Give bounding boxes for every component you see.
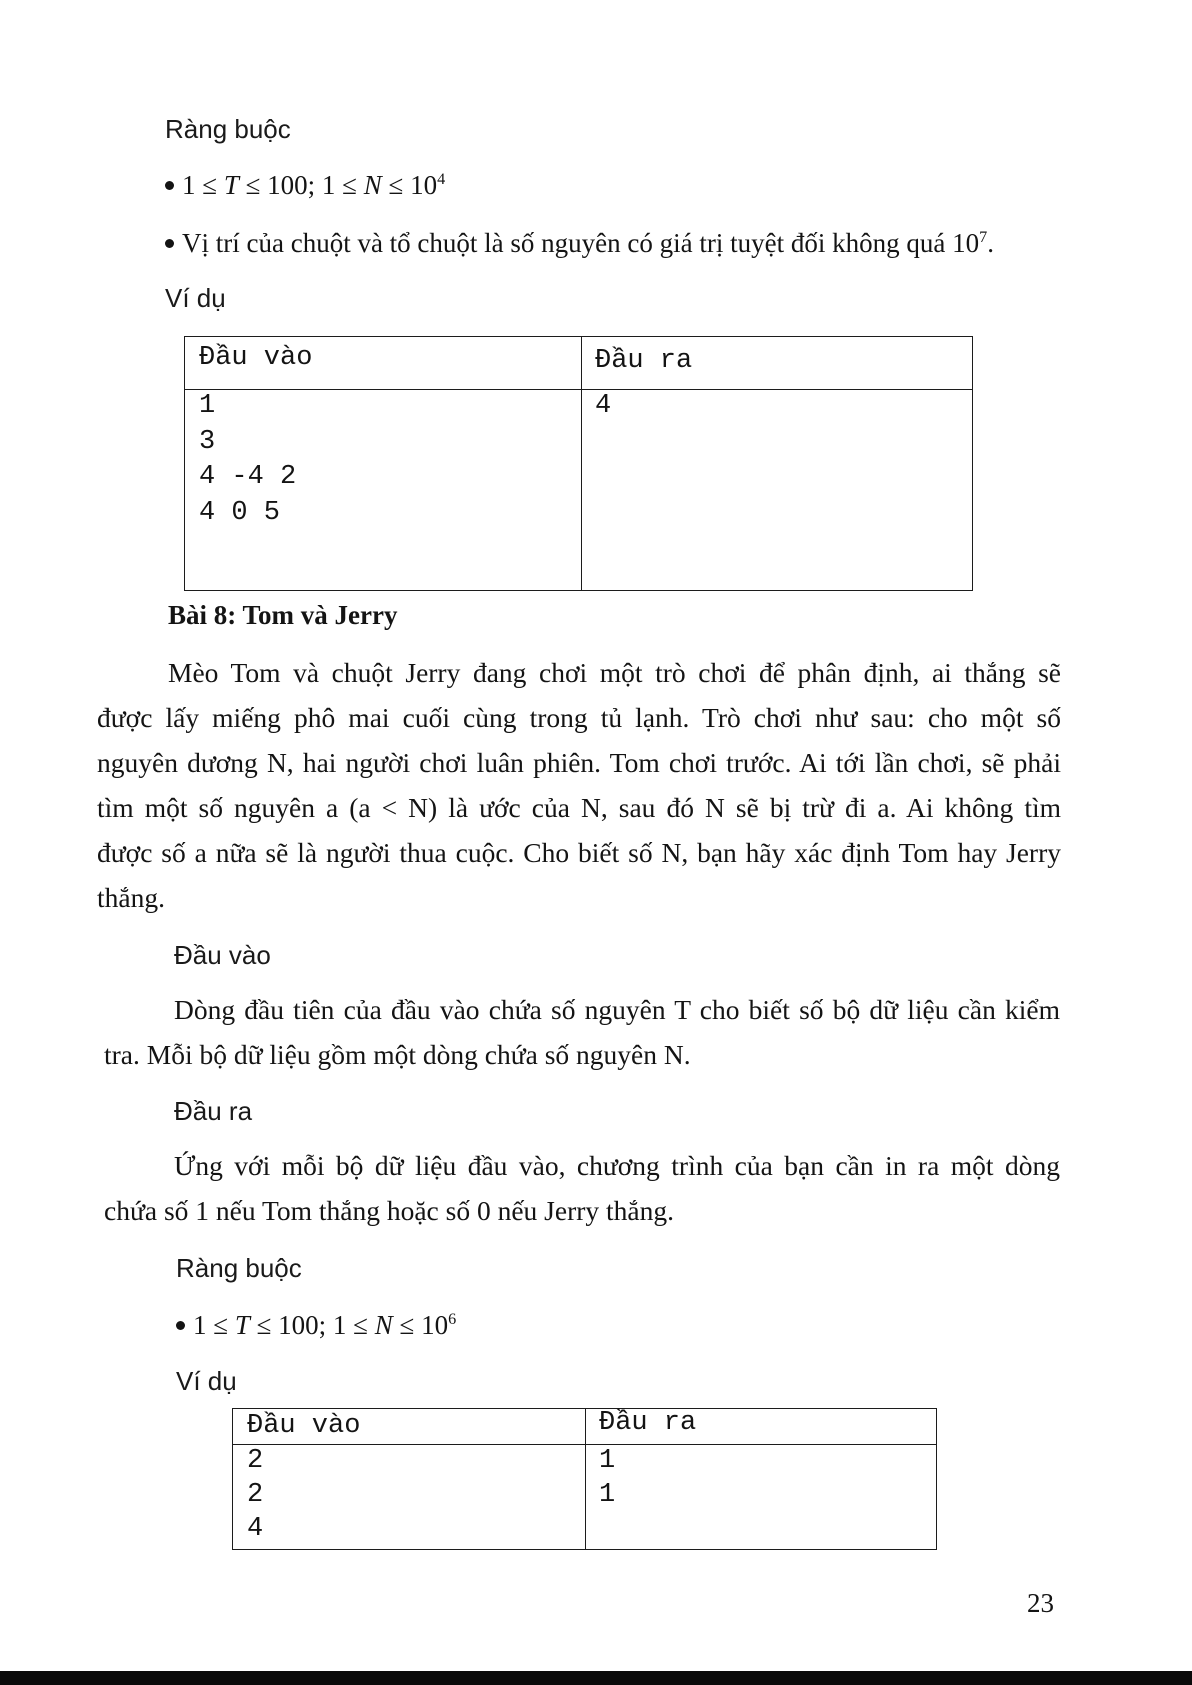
constraint-item: 1 ≤ T ≤ 100; $1 \le N \le 10^4$ (165, 170, 445, 201)
table-column-divider (581, 337, 582, 590)
input-values (247, 1444, 263, 1546)
page-number: 23 (1027, 1588, 1054, 1618)
table-column-divider (585, 1409, 586, 1549)
list-item: 4 0 5 (199, 497, 281, 528)
list-item: 4 (247, 1514, 264, 1544)
bullet-icon (176, 1321, 185, 1330)
input-heading: Đầu vào (174, 940, 271, 970)
example-table (232, 1408, 937, 1550)
bullet-icon (165, 239, 174, 248)
input-header: Đầu vào (199, 343, 313, 373)
example-table (184, 336, 973, 591)
list-item: 4 (595, 391, 612, 421)
problem-intro: Mèo Tom và chuột Jerry đang chơi một trò chơi để phân định, ai thắng sẽ được lấy miếng phô mai cuối cùng trong tủ lạnh. Trò chơi như sau: cho một số nguyên dương N, hai người chơi luân phiên. Tom chơi trước. Ai tới lần chơi, sẽ phải tìm một số nguyên a (a < N) là ước của N, sau đó N sẽ bị trừ đi a. Ai không tìm được số a nữa sẽ là người thua cuộc. Cho biết số N, bạn hãy xác định Tom hay Jerry thắng. (97, 657, 1061, 913)
problem-title: Bài 8: Tom và Jerry (168, 600, 398, 630)
constraints-heading: Ràng buộc (176, 1253, 302, 1283)
output-heading: Đầu ra (174, 1096, 253, 1126)
output-header: Đầu ra (595, 346, 693, 376)
constraint-item: Vị trí của chuột và tổ chuột là số nguyên có giá trị tuyệt đối không quá $10^7$. (165, 228, 994, 259)
constraint-item: 1 ≤ T ≤ 100; $1 \le N \le 10^6$ (176, 1310, 456, 1341)
list-item: 1 (199, 391, 216, 421)
bullet-icon (165, 181, 174, 190)
list-item: 3 (199, 426, 216, 457)
output-description: Ứng với mỗi bộ dữ liệu đầu vào, chương trình của bạn cần in ra một dòng chứa số 1 nếu Tom thắng hoặc số 0 nếu Jerry thắng. (104, 1150, 1060, 1226)
constraints-heading: Ràng buộc (165, 114, 291, 144)
input-header: Đầu vào (247, 1411, 361, 1441)
input-description: Dòng đầu tiên của đầu vào chứa số nguyên T cho biết số bộ dữ liệu cần kiểm tra. Mỗi bộ dữ liệu gồm một dòng chứa số nguyên N. (104, 994, 1060, 1070)
output-values (599, 1444, 615, 1512)
output-header: Đầu ra (599, 1408, 697, 1438)
output-values (595, 389, 611, 425)
list-item: 1 (599, 1480, 616, 1510)
input-values (199, 389, 296, 531)
list-item: 2 (247, 1480, 264, 1510)
list-item: 4 -4 2 (199, 462, 297, 492)
example-heading: Ví dụ (165, 283, 226, 313)
scan-edge (0, 1671, 1192, 1685)
example-heading: Ví dụ (176, 1366, 237, 1396)
list-item: 1 (599, 1446, 616, 1476)
list-item: 2 (247, 1446, 264, 1476)
